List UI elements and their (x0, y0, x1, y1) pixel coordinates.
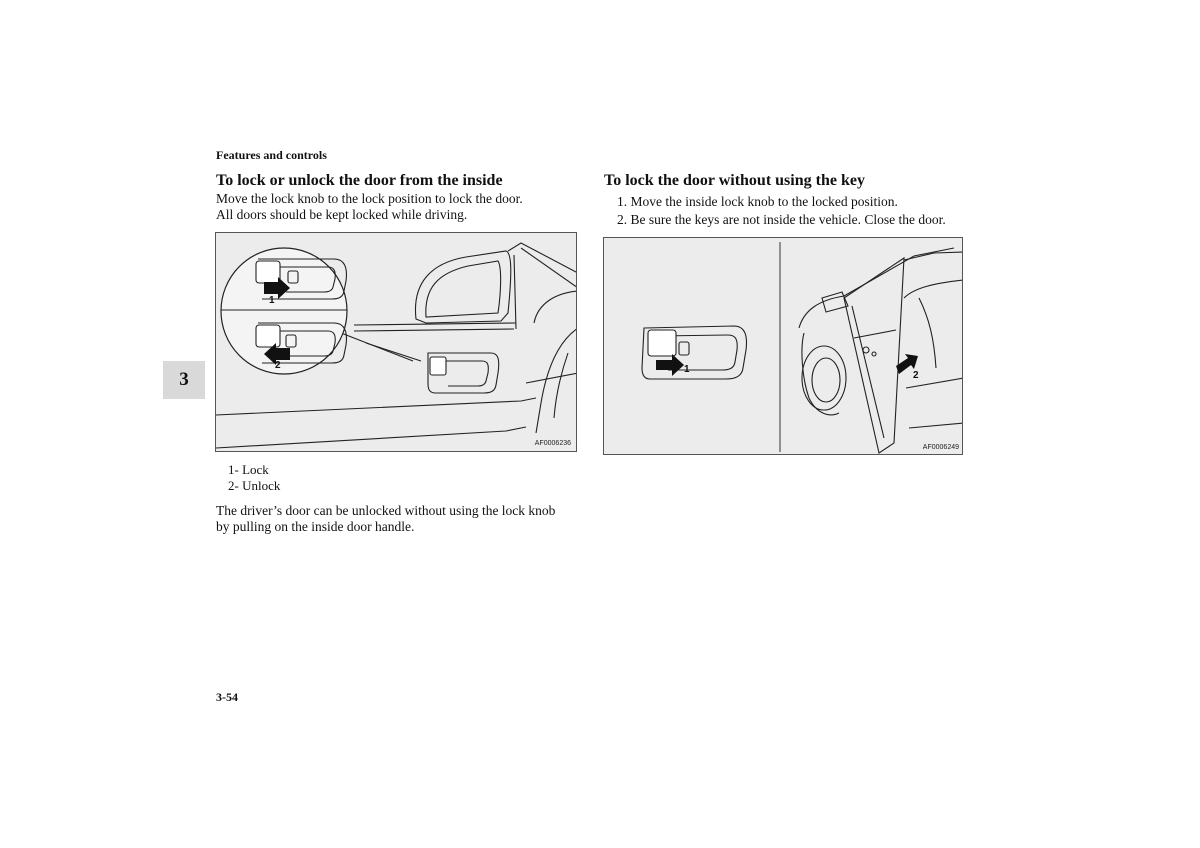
left-note (216, 503, 555, 535)
legend-list (228, 462, 280, 494)
left-paragraph (216, 191, 523, 223)
chapter-tab: 3 (163, 361, 205, 399)
section-header: Features and controls (216, 148, 327, 162)
left-note-line: The driver’s door can be unlocked without using the lock knob (216, 503, 556, 518)
figure-lock-unlock-inside (215, 232, 577, 452)
door-illustration (216, 233, 577, 452)
callout-2: 2 (913, 370, 919, 381)
left-heading: To lock or unlock the door from the inside (216, 172, 503, 189)
step-item: 1. Move the inside lock knob to the locked position. (617, 194, 898, 209)
right-heading: To lock the door without using the key (604, 172, 865, 189)
legend-item-lock: 1- Lock (228, 462, 269, 477)
left-paragraph-line: Move the lock knob to the lock position to lock the door. (216, 191, 523, 206)
door-lock-illustration (604, 238, 963, 455)
figure-code: AF0006236 (534, 440, 571, 447)
callout-2: 2 (275, 360, 281, 371)
callout-1: 1 (269, 295, 275, 306)
step-item: 2. Be sure the keys are not inside the vehicle. Close the door. (617, 212, 946, 227)
right-steps (617, 193, 946, 229)
figure-lock-without-key (603, 237, 963, 455)
legend-item-unlock: 2- Unlock (228, 478, 281, 493)
callout-1: 1 (684, 364, 690, 375)
left-paragraph-line: All doors should be kept locked while driving. (216, 207, 468, 222)
figure-code: AF0006249 (922, 444, 959, 451)
page-number: 3-54 (216, 690, 238, 704)
left-note-line: by pulling on the inside door handle. (216, 519, 415, 534)
